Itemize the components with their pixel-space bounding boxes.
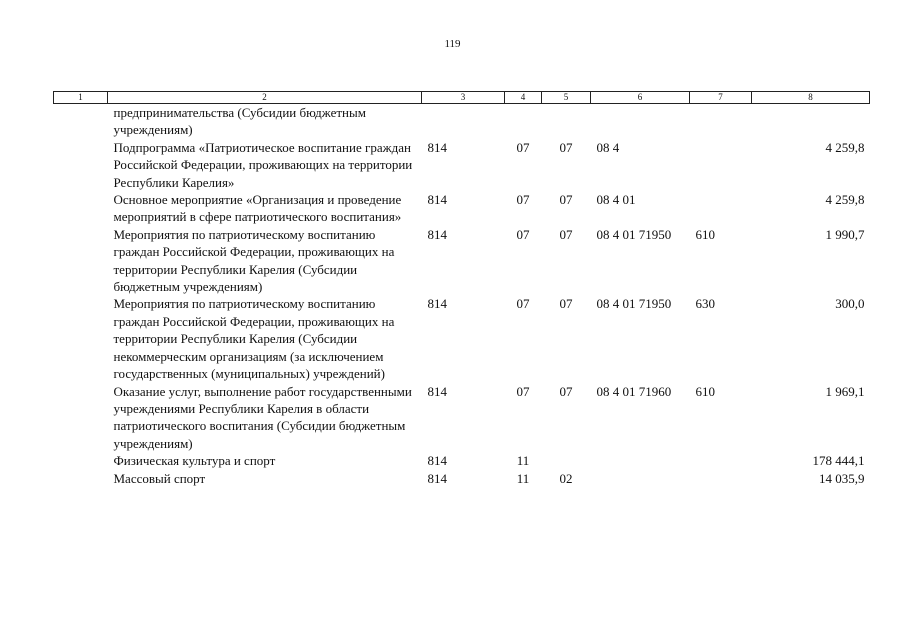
header-cell: 3 xyxy=(422,92,505,104)
item-name-cell: Основное мероприятие «Организация и проведение мероприятий в сфере патриотического воспитания» xyxy=(113,192,402,225)
header-cell: 1 xyxy=(54,92,108,104)
amount-cell: 1 969,1 xyxy=(825,383,865,399)
item-name-cell: Мероприятия по патриотическому воспитанию граждан Российской Федерации, проживающих на территории Республики Карелия (Субсидии бюджетным учреждениям) xyxy=(113,226,395,295)
page-number: 119 xyxy=(444,38,461,50)
item-name-cell: Физическая культура и спорт xyxy=(113,453,276,469)
gr-code-cell: 814 xyxy=(427,139,447,155)
item-name-cell: Массовый спорт xyxy=(113,470,206,486)
row-number-cell xyxy=(54,226,108,296)
expense-type-cell xyxy=(690,139,752,191)
header-cell: 2 xyxy=(108,92,422,104)
amount-cell: 1 990,7 xyxy=(825,226,865,242)
item-name-cell: Оказание услуг, выполнение работ государственными учреждениями Республики Карелия в области патриотического воспитания (Субсидии бюджетным учреждениям) xyxy=(113,383,412,451)
budget-table xyxy=(53,91,870,487)
item-name-cell: Подпрограмма «Патриотическое воспитание граждан Российской Федерации, проживающих на территории Республики Карелия» xyxy=(113,139,413,190)
subsection-code-cell xyxy=(542,452,591,469)
subsection-code-cell xyxy=(542,104,591,139)
table-row xyxy=(54,295,870,382)
target-article-cell: 08 4 xyxy=(596,139,620,155)
header-cell: 8 xyxy=(752,92,870,104)
target-article-cell: 08 4 01 xyxy=(596,192,636,208)
target-article-cell xyxy=(591,104,690,139)
subsection-code-cell: 07 xyxy=(559,139,573,155)
target-article-cell: 08 4 01 71950 xyxy=(596,226,672,242)
row-number-cell xyxy=(54,383,108,453)
gr-code-cell: 814 xyxy=(427,383,447,399)
section-code-cell xyxy=(505,104,542,139)
section-code-cell: 11 xyxy=(516,470,530,486)
subsection-code-cell: 07 xyxy=(559,226,573,242)
amount-cell: 4 259,8 xyxy=(825,192,865,208)
table-row xyxy=(54,470,870,487)
header-cell: 5 xyxy=(542,92,591,104)
expense-type-cell xyxy=(690,470,752,487)
section-code-cell: 07 xyxy=(516,383,530,399)
expense-type-cell xyxy=(690,104,752,139)
header-cell: 7 xyxy=(690,92,752,104)
subsection-code-cell: 07 xyxy=(559,296,573,312)
subsection-code-cell: 07 xyxy=(559,383,573,399)
section-code-cell: 07 xyxy=(516,226,530,242)
header-cell: 6 xyxy=(591,92,690,104)
table-row xyxy=(54,191,870,226)
item-name-cell: предпринимательства (Субсидии бюджетным учреждениям) xyxy=(113,105,366,138)
target-article-cell: 08 4 01 71950 xyxy=(596,296,672,312)
column-number-header xyxy=(54,92,870,104)
gr-code-cell: 814 xyxy=(427,453,447,469)
section-code-cell: 11 xyxy=(516,453,530,469)
section-code-cell: 07 xyxy=(516,139,530,155)
header-cell: 4 xyxy=(505,92,542,104)
subsection-code-cell: 07 xyxy=(559,192,573,208)
amount-cell: 178 444,1 xyxy=(812,453,865,469)
amount-cell: 4 259,8 xyxy=(825,139,865,155)
gr-code-cell: 814 xyxy=(427,470,447,486)
row-number-cell xyxy=(54,470,108,487)
expense-type-cell: 630 xyxy=(695,296,715,312)
table-row xyxy=(54,383,870,453)
row-number-cell xyxy=(54,139,108,191)
target-article-cell xyxy=(591,452,690,469)
table-row xyxy=(54,139,870,191)
amount-cell xyxy=(752,104,870,139)
amount-cell: 14 035,9 xyxy=(819,470,865,486)
target-article-cell xyxy=(591,470,690,487)
gr-code-cell xyxy=(422,104,505,139)
expense-type-cell xyxy=(690,191,752,226)
section-code-cell: 07 xyxy=(516,192,530,208)
gr-code-cell: 814 xyxy=(427,192,447,208)
target-article-cell: 08 4 01 71960 xyxy=(596,383,672,399)
item-name-cell: Мероприятия по патриотическому воспитанию граждан Российской Федерации, проживающих на территории Республики Карелия (Субсидии некоммерческим организациям (за исключением государственных (муниципальных) учреждений) xyxy=(113,296,395,382)
row-number-cell xyxy=(54,191,108,226)
row-number-cell xyxy=(54,452,108,469)
expense-type-cell xyxy=(690,452,752,469)
amount-cell: 300,0 xyxy=(835,296,865,312)
table-row xyxy=(54,104,870,139)
table-row xyxy=(54,452,870,469)
row-number-cell xyxy=(54,295,108,382)
expense-type-cell: 610 xyxy=(695,383,715,399)
row-number-cell xyxy=(54,104,108,139)
gr-code-cell: 814 xyxy=(427,296,447,312)
gr-code-cell: 814 xyxy=(427,226,447,242)
subsection-code-cell: 02 xyxy=(559,470,573,486)
expense-type-cell: 610 xyxy=(695,226,715,242)
section-code-cell: 07 xyxy=(516,296,530,312)
table-row xyxy=(54,226,870,296)
